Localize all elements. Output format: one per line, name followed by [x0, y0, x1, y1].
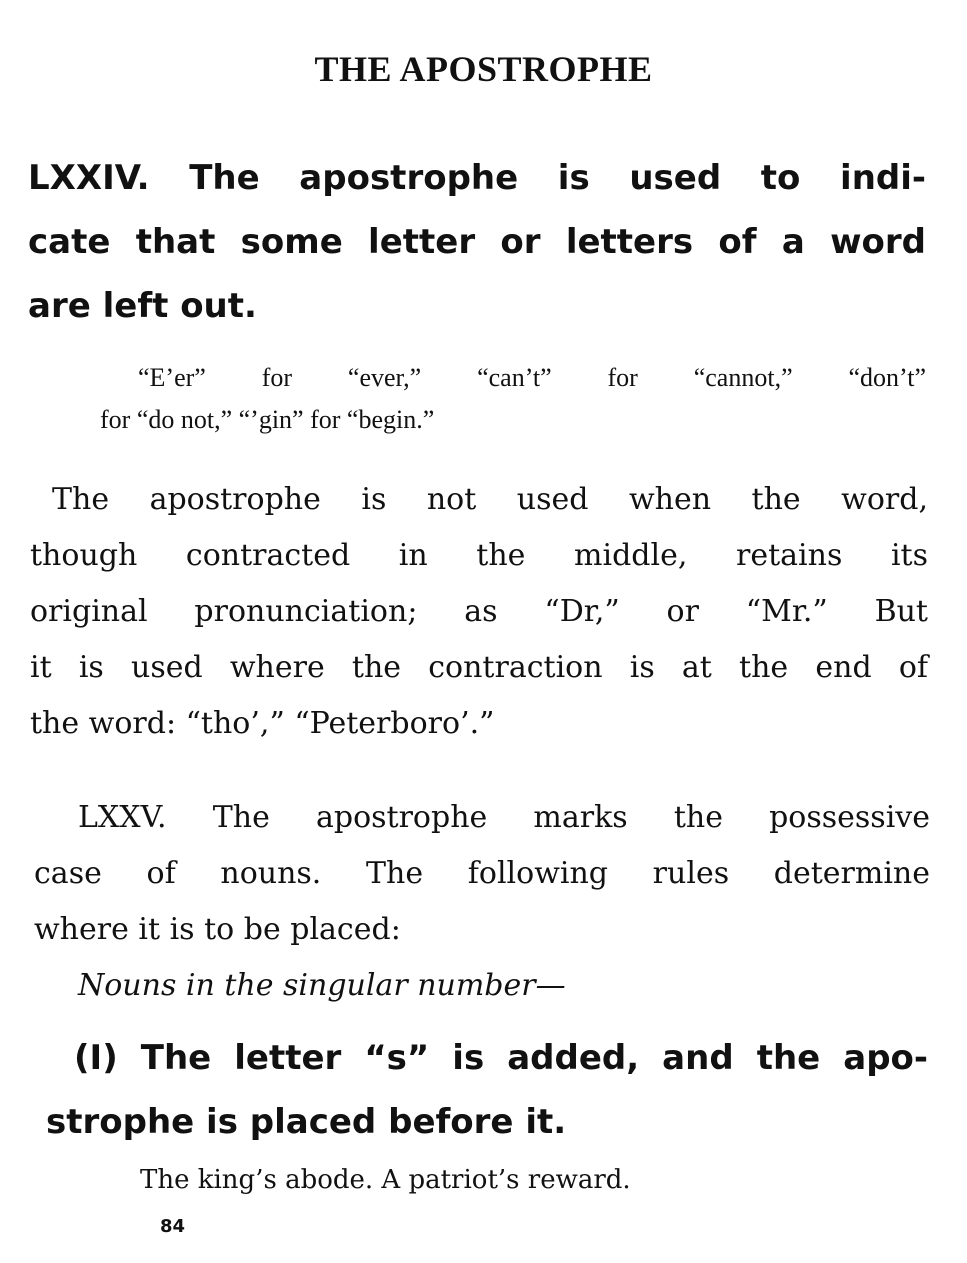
paragraph-74-line: it is used where the contraction is at the end of — [30, 650, 928, 685]
paragraph-74-line: though contracted in the middle, retains its — [30, 538, 928, 573]
paragraph-74-line: original pronunciation; as “Dr,” or “Mr.” But — [30, 594, 928, 629]
rule-74-line: are left out. — [28, 286, 257, 326]
example-1: The king’s abode. A patriot’s reward. — [140, 1165, 631, 1195]
example-74 — [100, 357, 926, 441]
example-74-line: for “do not,” “’gin” for “begin.” — [100, 405, 435, 434]
rule-75-line: case of nouns. The following rules determine — [34, 856, 930, 891]
paragraph-74 — [30, 472, 928, 752]
rule-74 — [28, 146, 926, 338]
rule-75-line: LXXV. The apostrophe marks the possessive — [78, 800, 930, 835]
subheading: Nouns in the singular number— — [78, 968, 566, 1003]
example-74-line: “E’er” for “ever,” “can’t” for “cannot,” “don’t” — [138, 363, 926, 392]
paragraph-74-line: the word: “tho’,” “Peterboro’.” — [30, 706, 495, 741]
rule-1-line: (I) The letter “s” is added, and the apo- — [74, 1038, 928, 1078]
rule-74-line: LXXIV. The apostrophe is used to indi- — [28, 158, 926, 198]
page-title: THE APOSTROPHE — [314, 49, 653, 89]
rule-75-line: where it is to be placed: — [34, 912, 401, 947]
paragraph-74-line: The apostrophe is not used when the word, — [52, 482, 928, 517]
rule-74-line: cate that some letter or letters of a word — [28, 222, 926, 262]
page-number: 84 — [160, 1216, 186, 1237]
rule-75 — [34, 790, 930, 958]
rule-1-line: strophe is placed before it. — [46, 1102, 567, 1142]
rule-1 — [46, 1026, 928, 1154]
